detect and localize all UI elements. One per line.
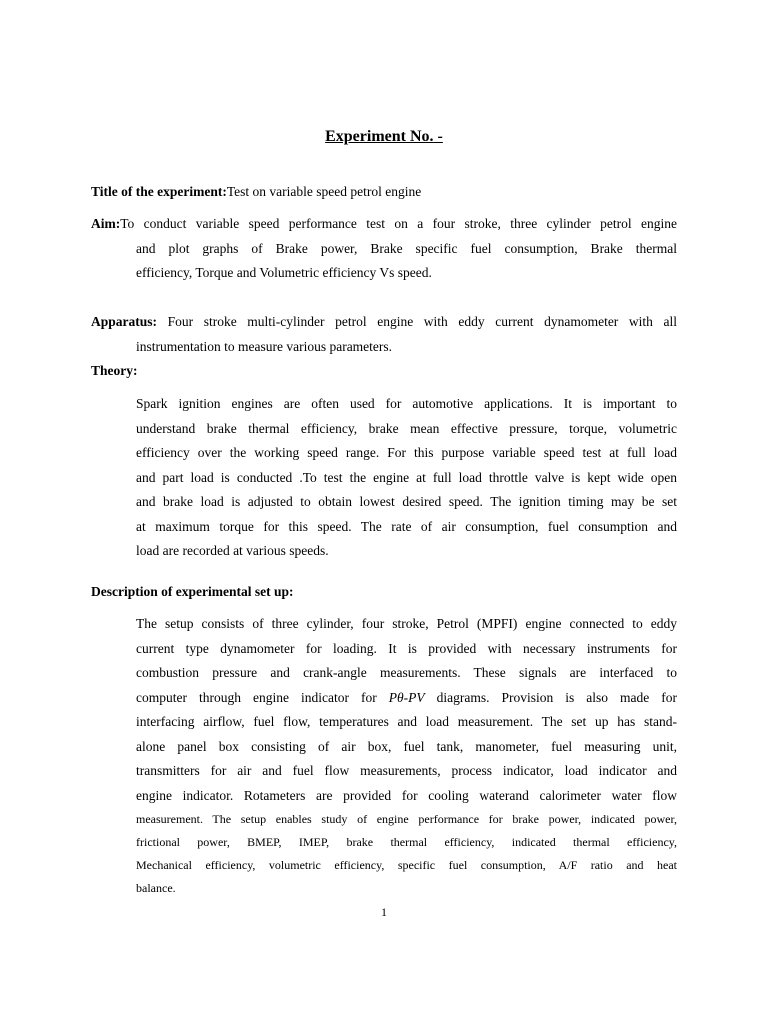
theory-line-2: understand brake thermal efficiency, brake mean effective pressure, torque, volumetric	[136, 420, 677, 436]
theory-line-6: at maximum torque for this speed. The rate of air consumption, fuel consumption and	[136, 518, 677, 534]
setup-line-7: transmitters for air and fuel flow measurements, process indicator, load indicator and	[136, 763, 677, 778]
apparatus-label: Apparatus:	[91, 314, 158, 329]
setup-paragraph	[136, 612, 677, 808]
setup-line-5: interfacing airflow, fuel flow, temperatures and load measurement. The set up has stand-	[136, 714, 677, 729]
setup-line-3: combustion pressure and crank-angle measurements. These signals are interfaced to	[136, 665, 677, 680]
experiment-title-line	[91, 180, 421, 204]
setup-line-11: Mechanical efficiency, volumetric efficiency, specific fuel consumption, A/F ratio and heat	[136, 858, 677, 872]
page-title: Experiment No. -	[325, 128, 443, 145]
setup-line-4: computer through engine indicator for Pθ-PV diagrams. Provision is also made for	[136, 689, 677, 705]
aim-line-1: Aim:To conduct variable speed performance test on a four stroke, three cylinder petrol engine	[91, 216, 677, 231]
apparatus-section	[91, 310, 677, 335]
setup-paragraph-small	[136, 808, 677, 900]
setup-line-8: engine indicator. Rotameters are provided for cooling waterand calorimeter water flow	[136, 787, 677, 803]
apparatus-line-1: Apparatus: Four stroke multi-cylinder petrol engine with eddy current dynamometer with all	[91, 314, 677, 329]
apparatus-line-2: instrumentation to measure various parameters.	[136, 338, 393, 354]
setup-line-10: frictional power, BMEP, IMEP, brake thermal efficiency, indicated thermal efficiency,	[136, 835, 677, 849]
ptheta-pv-term: Pθ-PV	[388, 689, 425, 705]
aim-continuation	[136, 237, 677, 286]
aim-label: Aim:	[91, 216, 121, 231]
experiment-title-label: Title of the experiment:	[91, 184, 227, 199]
apparatus-continuation	[136, 335, 677, 360]
theory-line-1: Spark ignition engines are often used for automotive applications. It is important to	[136, 396, 677, 411]
page-number: 1	[381, 905, 387, 919]
aim-line-2: and plot graphs of Brake power, Brake specific fuel consumption, Brake thermal	[136, 240, 677, 256]
setup-line-12: balance.	[136, 881, 176, 895]
theory-line-4: and part load is conducted .To test the engine at full load throttle valve is kept wide open	[136, 469, 677, 485]
setup-line-2: current type dynamometer for loading. It is provided with necessary instruments for	[136, 640, 677, 656]
experiment-title-value: Test on variable speed petrol engine	[226, 184, 422, 199]
aim-line-3: efficiency, Torque and Volumetric efficiency Vs speed.	[136, 265, 432, 280]
theory-line-5: and brake load is adjusted to obtain lowest desired speed. The ignition timing may be set	[136, 494, 677, 509]
setup-line-9: measurement. The setup enables study of engine performance for brake power, indicated power,	[136, 812, 677, 826]
theory-line-3: efficiency over the working speed range. For this purpose variable speed test at full load	[136, 445, 677, 460]
setup-heading: Description of experimental set up:	[91, 584, 294, 599]
theory-line-7: load are recorded at various speeds.	[136, 543, 329, 558]
setup-line-6: alone panel box consisting of air box, fuel tank, manometer, fuel measuring unit,	[136, 738, 677, 754]
aim-section	[91, 212, 677, 237]
theory-paragraph	[136, 392, 677, 564]
setup-line-1: The setup consists of three cylinder, four stroke, Petrol (MPFI) engine connected to eddy	[136, 616, 677, 631]
theory-heading: Theory:	[91, 363, 138, 378]
